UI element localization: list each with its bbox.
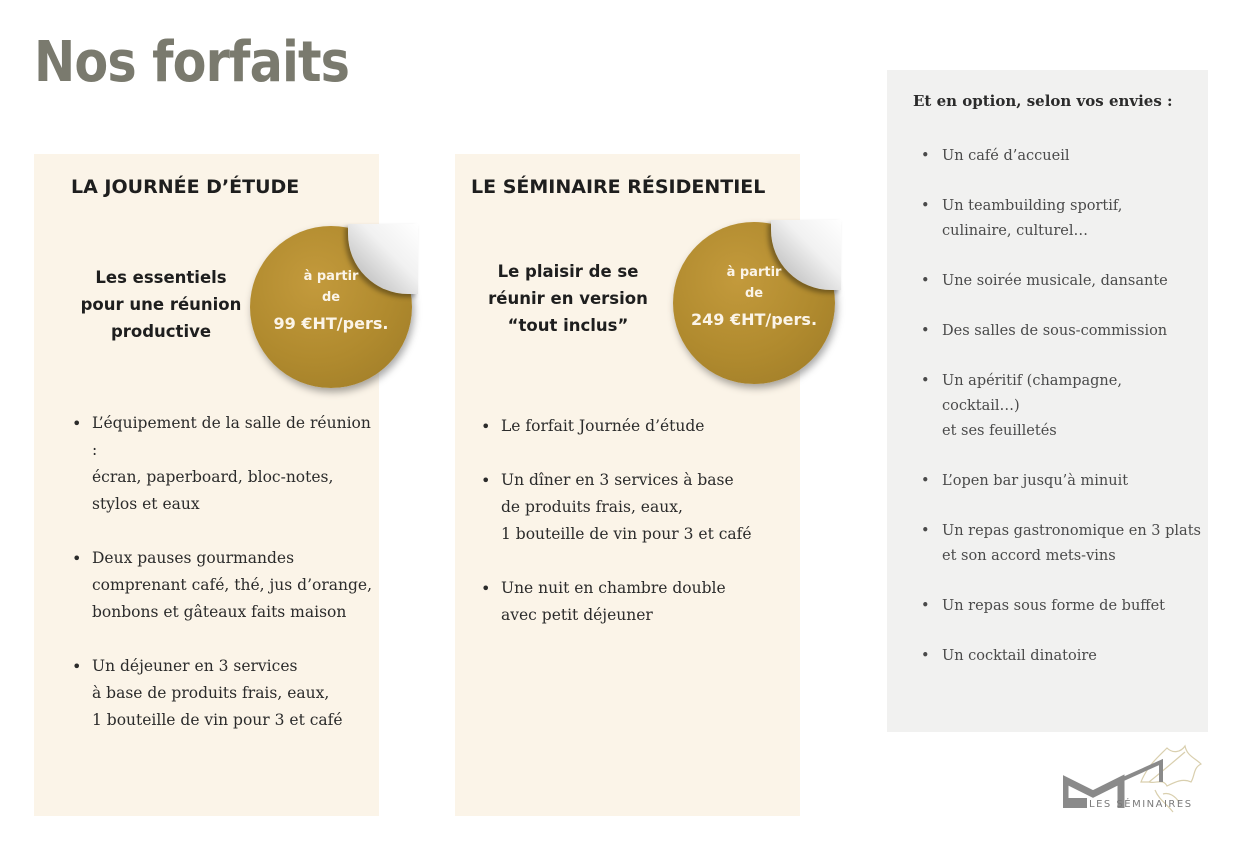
list-item: • Une nuit en chambre double avec petit déjeuner xyxy=(479,575,779,629)
list-item: • Un dîner en 3 services à base de produits frais, eaux, 1 bouteille de vin pour 3 et café xyxy=(479,467,779,548)
card-tagline: Le plaisir de se réunir en version “tout inclus” xyxy=(488,262,648,335)
price-from-label: à partir de xyxy=(303,269,359,305)
list-item: • Des salles de sous-commission xyxy=(921,319,1201,344)
card-title: LE SÉMINAIRE RÉSIDENTIEL xyxy=(471,176,766,198)
options-list xyxy=(921,144,1201,694)
list-item: • L’open bar jusqu’à minuit xyxy=(921,469,1201,494)
card-tagline: Les essentiels pour une réunion productive xyxy=(80,268,242,341)
page-title: Nos forfaits xyxy=(34,30,350,95)
card-title: LA JOURNÉE D’ÉTUDE xyxy=(71,176,300,198)
list-item: • Un cocktail dinatoire xyxy=(921,644,1201,669)
list-item: • Un teambuilding sportif, culinaire, culturel… xyxy=(921,194,1201,244)
included-list xyxy=(70,410,375,761)
m-logo-icon xyxy=(1063,742,1203,822)
list-item: • Un café d’accueil xyxy=(921,144,1201,169)
price-value: 99 €HT/pers. xyxy=(273,314,389,333)
list-item: • Un repas sous forme de buffet xyxy=(921,594,1201,619)
list-item: • Un repas gastronomique en 3 plats et son accord mets-vins xyxy=(921,519,1201,569)
list-item: • Une soirée musicale, dansante xyxy=(921,269,1201,294)
price-from-label: à partir de xyxy=(726,265,782,301)
list-item: • Le forfait Journée d’étude xyxy=(479,413,779,440)
options-panel xyxy=(887,70,1208,732)
package-card-journee xyxy=(34,154,389,816)
logo-text: LES SÉMINAIRES xyxy=(1089,799,1193,810)
brand-logo xyxy=(1063,742,1203,822)
price-badge xyxy=(673,222,835,384)
included-list xyxy=(479,413,779,656)
options-title: Et en option, selon vos envies : xyxy=(913,92,1173,110)
list-item: • Un déjeuner en 3 services à base de produits frais, eaux, 1 bouteille de vin pour 3 et café xyxy=(70,653,375,734)
list-item: • Un apéritif (champagne, cocktail…) et ses feuilletés xyxy=(921,369,1201,444)
list-item: • L’équipement de la salle de réunion : écran, paperboard, bloc-notes, stylos et eaux xyxy=(70,410,375,518)
list-item: • Deux pauses gourmandes comprenant café, thé, jus d’orange, bonbons et gâteaux faits maison xyxy=(70,545,375,626)
package-card-seminaire xyxy=(455,154,818,816)
price-badge xyxy=(250,226,412,388)
price-value: 249 €HT/pers. xyxy=(690,310,818,329)
